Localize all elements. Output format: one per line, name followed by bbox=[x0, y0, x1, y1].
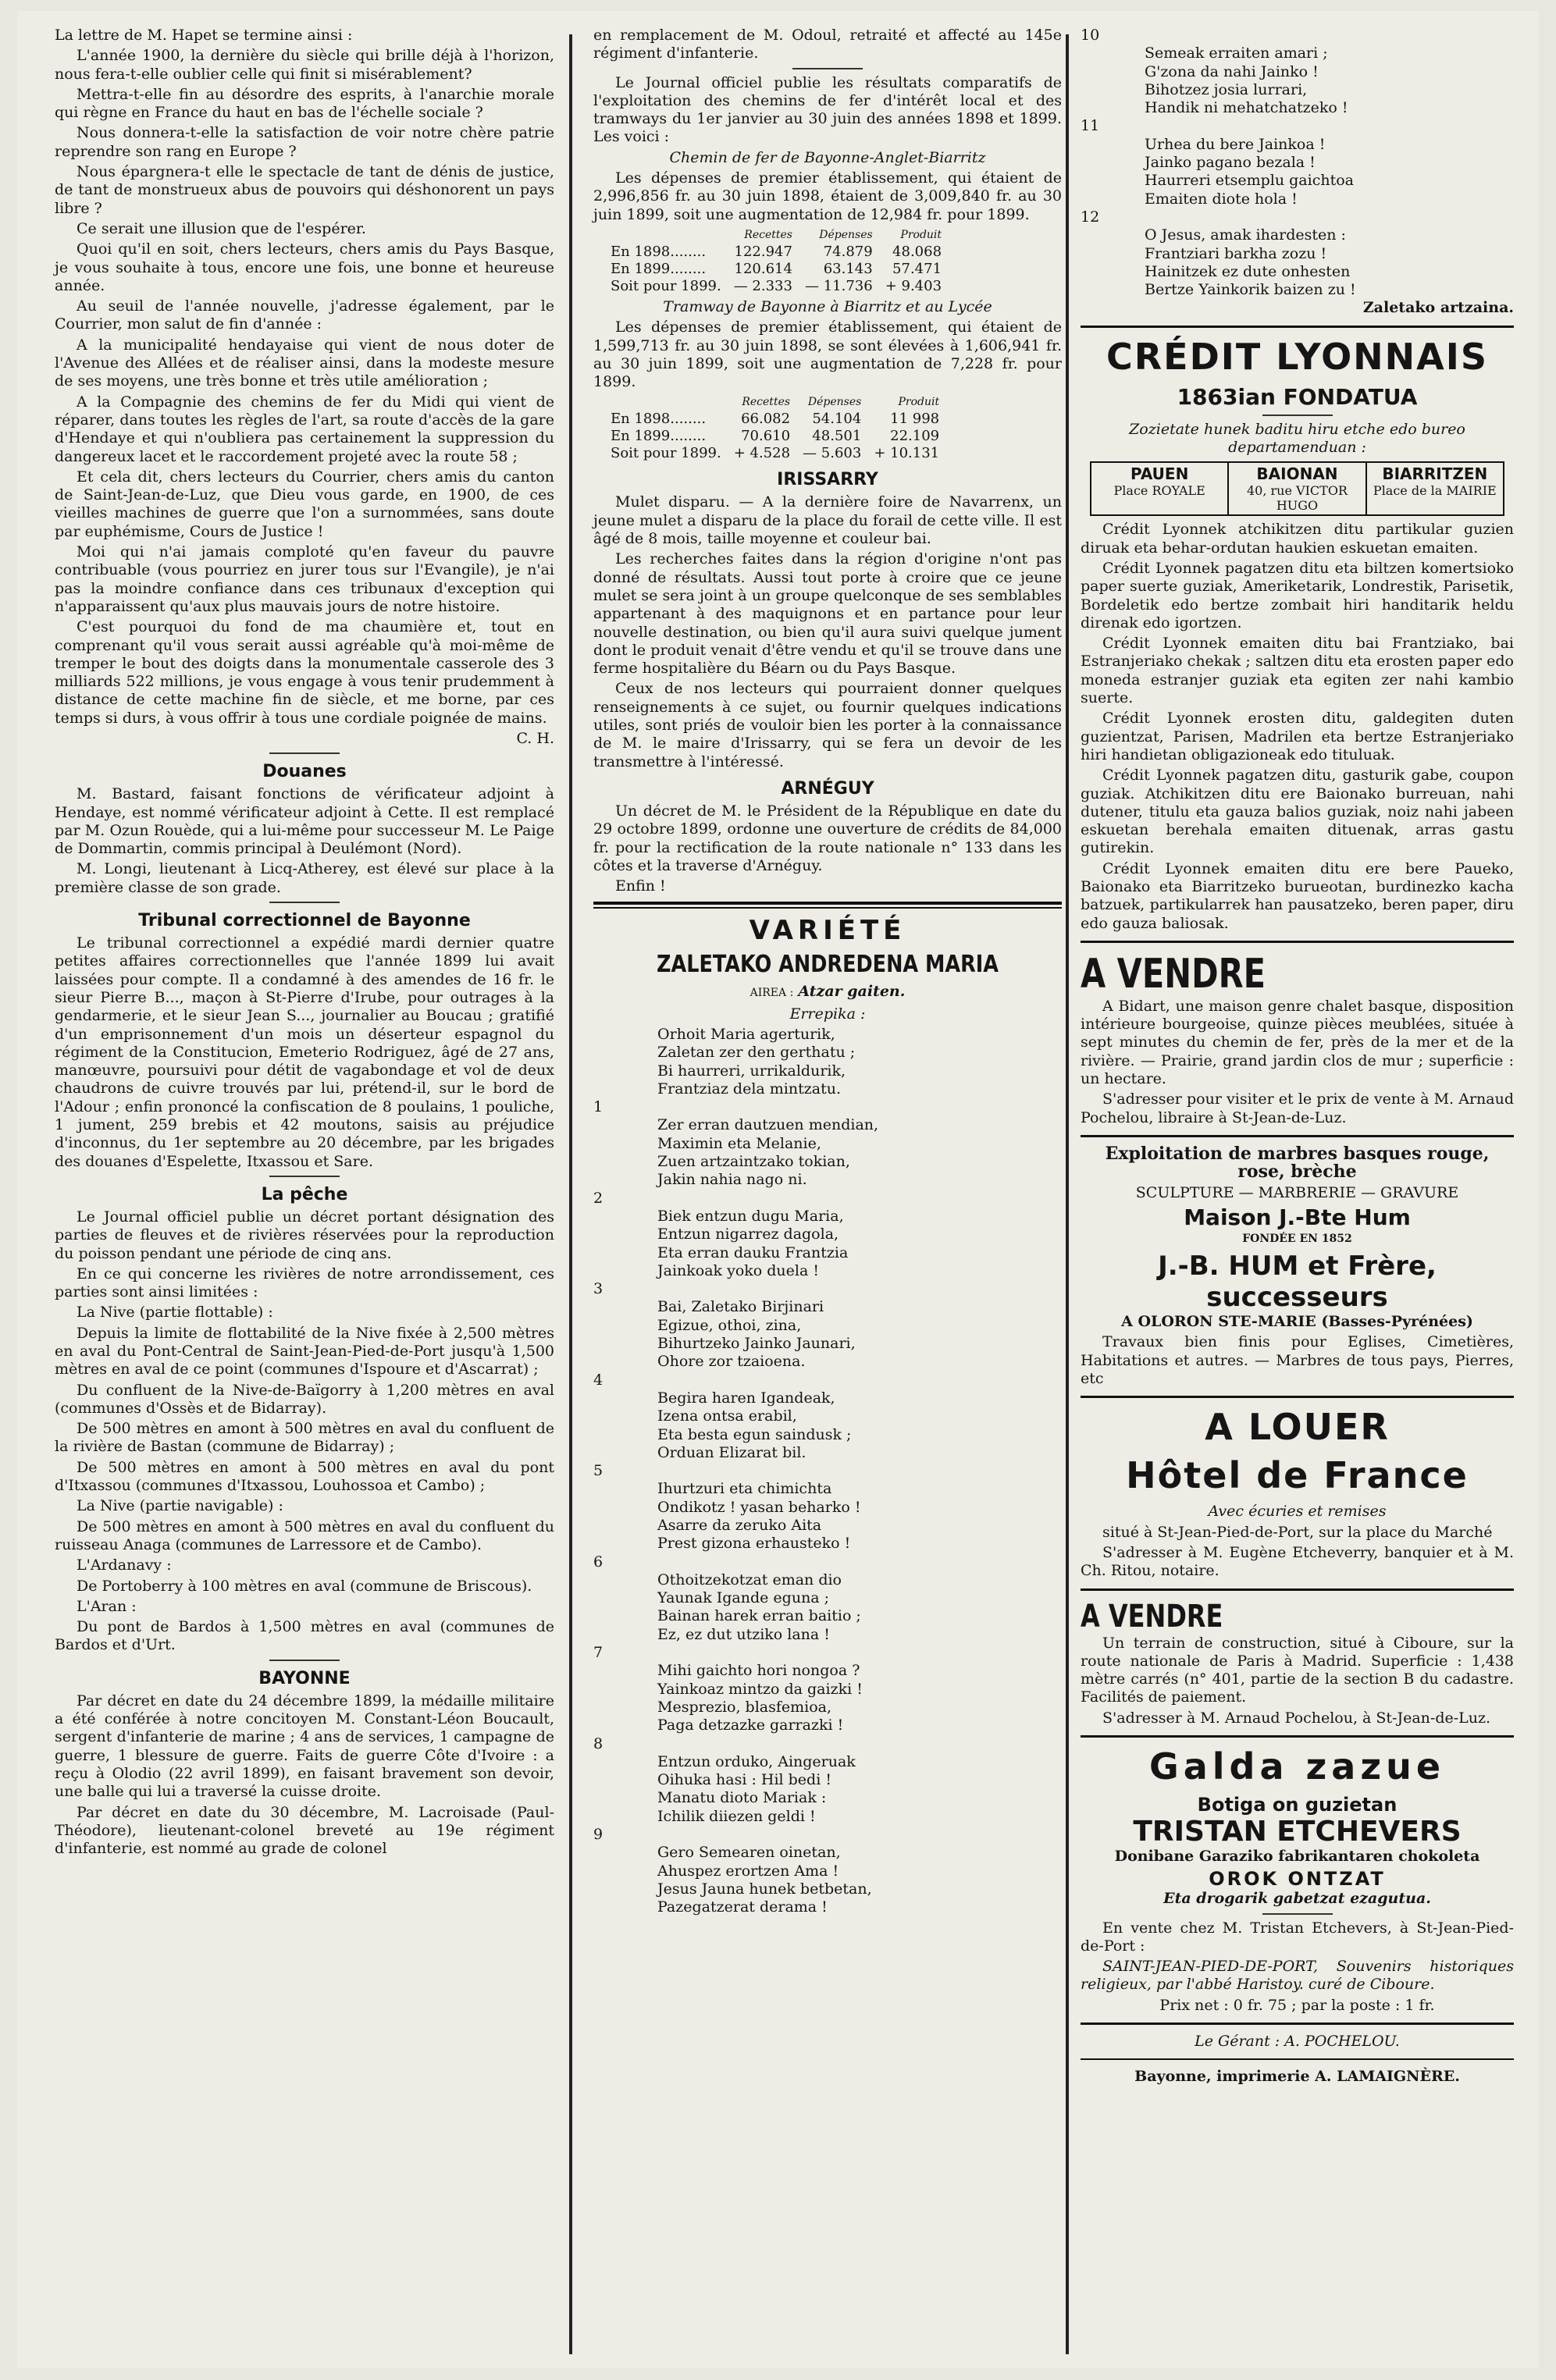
verse-line: Biek entzun dugu Maria, bbox=[657, 1207, 844, 1225]
verse-line: Ondikotz ! yasan beharko ! bbox=[657, 1498, 861, 1516]
paragraph: De 500 mètres en amont à 500 mètres en aval du confluent du ruisseau Anaga (communes de Larressore et de Cambo). bbox=[55, 1517, 554, 1553]
letter-body bbox=[55, 47, 554, 728]
ecuries: Avec écuries et remises bbox=[1208, 1503, 1387, 1521]
verse-line: Othoitzekotzat eman dio bbox=[657, 1571, 842, 1588]
paragraph: M. Bastard, faisant fonctions de vérificateur adjoint à Hendaye, est nommé vérificateur adjoint à Cette. Il est remplacé par M. Ozun Rouède, qui a lui-même pour successeur M. Le Paige de Dommartin, commis principal à Deulémont (Nord). bbox=[55, 785, 554, 858]
stanza-number: 10 bbox=[1081, 27, 1100, 44]
vente: En vente chez M. Tristan Etchevers, à St-Jean-Pied-de-Port : bbox=[1081, 1919, 1514, 1955]
irissarry-body bbox=[593, 493, 1062, 770]
paragraph: La Nive (partie navigable) : bbox=[77, 1497, 283, 1515]
verse-line: Ichilik diiezen geldi ! bbox=[657, 1807, 816, 1825]
paragraph: Au seuil de l'année nouvelle, j'adresse également, par le Courrier, mon salut de fin d'année : bbox=[55, 297, 554, 333]
song-air: Atzar gaiten. bbox=[798, 983, 906, 1001]
column-3 bbox=[1081, 27, 1514, 2089]
stanza bbox=[1081, 27, 1514, 117]
paragraph: En ce qui concerne les rivières de notre arrondissement, ces parties sont ainsi limitées : bbox=[55, 1265, 554, 1301]
rail2-table: Recettes Dépenses Produit En 1898........ 66.082 54.104 11 998 En 1899........ 70.610 48.501 22.109 Soit pour 1899. + 4.528 — 5.603 + 10.131 bbox=[611, 396, 940, 462]
verse-line: Mihi gaichto hori nongoa ? bbox=[657, 1662, 860, 1680]
verse-line: Maximin eta Melanie, bbox=[657, 1134, 821, 1152]
verse-line: Semeak erraiten amari ; bbox=[1145, 44, 1328, 62]
verse-line: Ahuspez erortzen Ama ! bbox=[657, 1862, 839, 1880]
credit-paragraph: Crédit Lyonnek pagatzen ditu, gasturik gabe, coupon guziak. Atchikitzen ditu ere Baionako burreuan, nahi dutener, titulu eta gauza balios guziak, noiz nahi jabeen eskuetan berehala emaiten dituenak, arras gastu gutirekin. bbox=[1081, 767, 1514, 857]
verse-line: Manatu dioto Mariak : bbox=[657, 1789, 827, 1807]
verse-line: Entzun nigarrez dagola, bbox=[657, 1226, 839, 1243]
stanza-number: 4 bbox=[593, 1371, 604, 1389]
heading-bayonne: BAYONNE bbox=[258, 1668, 351, 1688]
arneguy-body bbox=[593, 802, 1062, 895]
verse-line: Paga detzazke garrazki ! bbox=[657, 1717, 844, 1734]
a-louer: A LOUER bbox=[1205, 1406, 1390, 1449]
paragraph: M. Longi, lieutenant à Licq-Atherey, est élevé sur place à la première classe de son grade. bbox=[55, 860, 554, 896]
heading-douanes: Douanes bbox=[262, 762, 347, 782]
verse-line: G'zona da nahi Jainko ! bbox=[1145, 62, 1319, 80]
avendre2-text: Un terrain de construction, situé à Ciboure, sur la route nationale de Paris à Madrid. Superficie : 1,438 mètre carrés (n° 401, partie de la section B du cadastre. Facilités de paiement. bbox=[1081, 1634, 1514, 1706]
verse-line: Bainan harek erran baitio ; bbox=[657, 1607, 861, 1625]
stanza-number: 1 bbox=[593, 1098, 604, 1116]
avendre1-text: A Bidart, une maison genre chalet basque, disposition intérieure bourgeoise, quinze pièces meublées, située à sept minutes du chemin de fer, près de la mer et de la rivière. — Prairie, grand jardin clos de mur ; superficie : un hectare. bbox=[1081, 997, 1514, 1088]
verse-line: Bihurtzeko Jainko Jaunari, bbox=[657, 1335, 856, 1353]
imprimerie: Bayonne, imprimerie A. LAMAIGNÈRE. bbox=[1134, 2068, 1460, 2086]
paragraph: De Portoberry à 100 mètres en aval (commune de Briscous). bbox=[77, 1577, 532, 1595]
verse-line: Eta erran dauku Frantzia bbox=[657, 1243, 849, 1261]
paragraph: Mulet disparu. — A la dernière foire de Navarrenx, un jeune mulet a disparu de la place du forail de cette ville. Il est âgé de 8 mois, taille moyenne et couleur bai. bbox=[593, 493, 1062, 548]
paragraph: Enfin ! bbox=[615, 877, 666, 895]
continued-text: en remplacement de M. Odoul, retraité et affecté au 145e régiment d'infanterie. bbox=[593, 27, 1062, 62]
paragraph: De 500 mètres en amont à 500 mètres en aval du confluent de la rivière de Bastan (commune de Bidarray) ; bbox=[55, 1420, 554, 1456]
paragraph: Par décret en date du 30 décembre, M. Lacroisade (Paul-Théodore), lieutenant-colonel breveté au 19e régiment d'infanterie, est nommé au grade de colonel bbox=[55, 1803, 554, 1858]
paragraph: La Nive (partie flottable) : bbox=[77, 1304, 273, 1322]
stanza-number: 11 bbox=[1081, 117, 1100, 135]
verse-line: Asarre da zeruko Aita bbox=[657, 1517, 822, 1534]
column-1 bbox=[55, 27, 554, 1860]
travaux: Travaux bien finis pour Eglises, Cimetières, Habitations et autres. — Marbres de tous pays, Pierres, etc bbox=[1081, 1333, 1514, 1388]
verse-line: Begira haren Igandeak, bbox=[657, 1389, 835, 1407]
avendre2-address: S'adresser à M. Arnaud Pochelou, à St-Jean-de-Luz. bbox=[1102, 1709, 1491, 1727]
verse-line: Oihuka hasi : Hil bedi ! bbox=[657, 1771, 831, 1789]
orok-ontzat: OROK ONTZAT bbox=[1209, 1868, 1386, 1891]
paragraph: Le Journal officiel publie un décret portant désignation des parties de fleuves et de rivières réservées pour la reproduction du poisson pendant une période de cinq ans. bbox=[55, 1208, 554, 1262]
verse-line: Frantziari barkha zozu ! bbox=[1145, 244, 1327, 262]
paragraph: Mettra-t-elle fin au désordre des esprits, à l'anarchie morale qui règne en France du haut en bas de l'échelle sociale ? bbox=[55, 85, 554, 122]
paragraph: Quoi qu'il en soit, chers lecteurs, chers amis du Pays Basque, je vous souhaite à tous, encore une fois, une bonne et heureuse année. bbox=[55, 240, 554, 294]
verse-line: Ez, ez dut utziko lana ! bbox=[657, 1625, 830, 1643]
verse-line: Jesus Jauna hunek betbetan, bbox=[657, 1880, 872, 1898]
heading-peche: La pêche bbox=[261, 1184, 348, 1204]
stanza bbox=[593, 1371, 1062, 1462]
newspaper-page bbox=[17, 11, 1539, 2368]
stanza-number: 9 bbox=[593, 1826, 604, 1844]
paragraph: C'est pourquoi du fond de ma chaumière et, tout en comprenant qu'il vous serait aussi agréable qu'à moi-même de tremper le bout des doigts dans la monumentale casserole des 3 milliards 522 millions, je vous engage à vous tenir prudemment à distance de cette machine fin de siècle, et me borne, par ces temps si durs, à vous offrir à tous une cordiale poignée de mains. bbox=[55, 618, 554, 727]
credit-paragraph: Crédit Lyonnek emaiten ditu bai Frantziako, bai Estranjeriako chekak ; saltzen ditu eta erosten paper edo moneda estranjer guziak eta egiten zer nahi kambio suerte. bbox=[1081, 635, 1514, 707]
hotel-de-france: Hôtel de France bbox=[1126, 1454, 1469, 1497]
rail1-title: Chemin de fer de Bayonne-Anglet-Biarritz bbox=[669, 148, 986, 166]
oloron: A OLORON STE-MARIE (Basses-Pyrénées) bbox=[1121, 1313, 1473, 1331]
verse-line: Jainkoak yoko duela ! bbox=[657, 1261, 819, 1279]
avendre1-address: S'adresser pour visiter et le prix de vente à M. Arnaud Pochelou, libraire à St-Jean-de-Luz. bbox=[1081, 1090, 1514, 1126]
verse-line: Prest gizona erhausteko ! bbox=[657, 1535, 851, 1553]
douanes-body bbox=[55, 785, 554, 897]
bayonne-body bbox=[55, 1692, 554, 1859]
verse-line: Izena ontsa erabil, bbox=[657, 1407, 797, 1425]
refrain bbox=[593, 1026, 1062, 1098]
paragraph: L'Ardanavy : bbox=[77, 1556, 172, 1574]
stanza bbox=[1081, 117, 1514, 208]
verse-line: Zer erran dautzuen mendian, bbox=[657, 1116, 879, 1134]
paragraph: Les recherches faites dans la région d'origine n'ont pas donné de résultats. Aussi tout porte à croire que ce jeune mulet se sera joint à un groupe quelconque de ses semblables appartenant à des maquignons et en partance pour leur nouvelle destination, ou bien qu'il aura suivi quelque jument dont le produit venait d'être vendu et qu'il se trouve dans une ferme hospitalière du Béarn ou du Pays Basque. bbox=[593, 550, 1062, 678]
paragraph: Depuis la limite de flottabilité de la Nive fixée à 2,500 mètres en aval du Pont-Central de Saint-Jean-Pied-de-Port jusqu'à 1,500 mètres en aval de ce point (communes d'Ispoure et d'Ascarrat) ; bbox=[55, 1324, 554, 1379]
stanza-number: 5 bbox=[593, 1462, 604, 1480]
fondee: FONDÉE EN 1852 bbox=[1242, 1232, 1352, 1245]
doniban: Donibane Garaziko fabrikantaren chokoleta bbox=[1114, 1848, 1480, 1865]
heading-irissarry: IRISSARRY bbox=[777, 470, 878, 490]
paragraph: Frantziaz dela mintzatu. bbox=[657, 1080, 841, 1098]
verse-line: Hainitzek ez dute onhesten bbox=[1145, 262, 1351, 280]
credit-paragraph: Crédit Lyonnek atchikitzen ditu partikular guzien diruak eta behar-ordutan haukien eskuetan emaiten. bbox=[1081, 521, 1514, 557]
paragraph: Zaletan zer den gerthatu ; bbox=[657, 1044, 856, 1062]
maison-hum: Maison J.-Bte Hum bbox=[1184, 1204, 1411, 1230]
credit-paragraph: Crédit Lyonnek pagatzen ditu eta biltzen komertsioko paper suerte guziak, Ameriketarik, Londrestik, Parisetik, Bordeletik edo bertze zombait hiri handitarik heldu direnak edo igortzen. bbox=[1081, 559, 1514, 631]
paragraph: Par décret en date du 24 décembre 1899, la médaille militaire a été conférée à notre concitoyen M. Constant-Léon Boucault, sergent d'infanterie de marine ; 4 ans de services, 1 campagne de guerre, 1 blessure de guerre. Faits de guerre Côte d'Ivoire : a reçu à Olodio (22 avril 1899), en faisant bravement son devoir, une balle qui lui a traversé la cuisse droite. bbox=[55, 1692, 554, 1801]
paragraph: Ce serait une illusion que de l'espérer. bbox=[77, 219, 366, 237]
paragraph: Un décret de M. le Président de la République en date du 29 octobre 1899, ordonne une ouverture de crédits de 84,000 fr. pour la rectification de la route nationale n° 133 dans les côtes et la traverse d'Arnéguy. bbox=[593, 802, 1062, 874]
heading-tribunal: Tribunal correctionnel de Bayonne bbox=[138, 911, 471, 931]
paragraph: Du confluent de la Nive-de-Baïgorry à 1,200 mètres en aval (communes d'Ossès et de Bidarray). bbox=[55, 1381, 554, 1417]
paragraph: Moi qui n'ai jamais comploté qu'en faveur du pauvre contribuable (vous pourriez en jurer tous sur l'Evangile), je n'ai pas la moindre confiance dans ces tribunaux d'exception qui n'apparaissent qu'aux plus mauvais jours de notre histoire. bbox=[55, 543, 554, 615]
jo-intro: Le Journal officiel publie les résultats comparatifs de l'exploitation des chemins de fer d'intérêt local et des tramways du 1er janvier au 30 juin des années 1898 et 1899. Les voici : bbox=[593, 73, 1062, 146]
stanza-number: 6 bbox=[593, 1553, 604, 1571]
song-title: ZALETAKO ANDREDENA MARIA bbox=[656, 951, 999, 979]
verse-line: Ihurtzuri eta chimichta bbox=[657, 1480, 832, 1498]
marbres-title: Exploitation de marbres basques rouge, rose, brèche bbox=[1105, 1143, 1490, 1183]
stanza bbox=[593, 1735, 1062, 1826]
verse-line: Gero Semearen oinetan, bbox=[657, 1844, 841, 1862]
verse-line: Haurreri etsemplu gaichtoa bbox=[1145, 172, 1354, 190]
peche-body bbox=[55, 1208, 554, 1655]
paragraph: Ceux de nos lecteurs qui pourraient donner quelques renseignements à ce sujet, ou fournir quelques indications utiles, sont priés de vouloir bien les porter à la connaissance de M. le maire d'Irissarry, qui se fera un devoir de les transmettre à l'intéressé. bbox=[593, 680, 1062, 770]
heading-arneguy: ARNÉGUY bbox=[781, 778, 874, 799]
galda-zazue: Galda zazue bbox=[1148, 1745, 1446, 1788]
paragraph: Du pont de Bardos à 1,500 mètres en aval (communes de Bardos et d'Urt. bbox=[55, 1618, 554, 1654]
stanza-number: 2 bbox=[593, 1189, 604, 1207]
letter-signature: C. H. bbox=[516, 729, 554, 747]
credit-paragraph: Crédit Lyonnek erosten ditu, galdegiten duten guzientzat, Parisen, Madrilen eta bertze Estranjeriako hiri handietan obligazioneak edo tituluak. bbox=[1081, 710, 1514, 763]
paragraph: A la municipalité hendayaise qui vient de nous doter de l'Avenue des Allées et de réaliser ainsi, dans la modeste mesure de ses moyens, une très bonne et très utile amélioration ; bbox=[55, 336, 554, 390]
verse-line: Emaiten diote hola ! bbox=[1145, 190, 1298, 208]
paragraph: L'année 1900, la dernière du siècle qui brille déjà à l'horizon, nous fera-t-elle oublier celle qui finit si misérablement? bbox=[55, 47, 554, 83]
stanza bbox=[593, 1553, 1062, 1644]
stanza-number: 8 bbox=[593, 1734, 604, 1752]
verse-line: Ohore zor tzaioena. bbox=[657, 1353, 806, 1371]
credit-subtitle: Zozietate hunek baditu hiru etche edo bureo departamenduan : bbox=[1129, 420, 1465, 457]
stanza bbox=[593, 1462, 1062, 1553]
stanza bbox=[1081, 208, 1514, 299]
refrain-label: Errepika : bbox=[789, 1005, 866, 1023]
verse-line: Orduan Elizarat bil. bbox=[657, 1443, 806, 1461]
column-rule bbox=[1066, 34, 1069, 2354]
paragraph: Nous épargnera-t elle le spectacle de tant de dénis de justice, de tant de monstrueux abus de pouvoirs qui déshonorent un pays libre ? bbox=[55, 163, 554, 217]
rail1-table: Recettes Dépenses Produit En 1898........ 122.947 74.879 48.068 En 1899........ 120.614 63.143 57.471 Soit pour 1899. — 2.333 — 11.736 + 9.403 bbox=[611, 228, 942, 294]
verse-line: Jainko pagano bezala ! bbox=[1145, 154, 1316, 172]
stanza bbox=[593, 1644, 1062, 1734]
book: SAINT-JEAN-PIED-DE-PORT, Souvenirs historiques religieux, par l'abbé Haristoy. curé de Ciboure. bbox=[1081, 1958, 1514, 1994]
hum-successeurs: J.-B. HUM et Frère, successeurs bbox=[1158, 1250, 1437, 1314]
credit-paragraph: Crédit Lyonnek emaiten ditu ere bere Paueko, Baionako eta Biarritzeko burueotan, burdinezko kacha batzuek, partikularrek han pausatzeko, beren paper, diru edo gauza baliosak. bbox=[1081, 859, 1514, 932]
letter-intro: La lettre de M. Hapet se termine ainsi : bbox=[55, 27, 353, 44]
avendre2-heading: A VENDRE bbox=[1081, 1598, 1223, 1635]
rail2-text: Les dépenses de premier établissement, qui étaient de 1,599,713 fr. au 30 juin 1898, se sont élevées à 1,606,941 fr. au 30 juin 1899, soit une augmentation de 7,228 fr. pour 1899. bbox=[593, 318, 1062, 391]
song-signature: Zaletako artzaina. bbox=[1362, 299, 1514, 317]
verse-line: Mesprezio, blasfemioa, bbox=[657, 1698, 832, 1716]
tristan: TRISTAN ETCHEVERS bbox=[1133, 1816, 1462, 1848]
paragraph: A la Compagnie des chemins de fer du Midi qui vient de réparer, dans toutes les règles de l'art, sa route d'accès de la gare d'Hendaye et qui n'oubliera pas certainement la suppression du dangereux lacet et le raccordement projeté avec la route 58 ; bbox=[55, 393, 554, 465]
verse-line: Entzun orduko, Aingeruak bbox=[657, 1752, 856, 1770]
stanza bbox=[593, 1826, 1062, 1916]
paragraph: Nous donnera-t-elle la satisfaction de voir notre chère patrie reprendre son rang en Europe ? bbox=[55, 124, 554, 160]
verse-line: O Jesus, amak ihardesten : bbox=[1145, 226, 1346, 244]
variete-title: VARIÉTÉ bbox=[749, 915, 906, 947]
rail2-title: Tramway de Bayonne à Biarritz et au Lycée bbox=[663, 297, 992, 315]
credit-title: CRÉDIT LYONNAIS bbox=[1106, 335, 1489, 378]
avendre1-heading: A VENDRE bbox=[1081, 950, 1266, 998]
credit-founded: 1863ian FONDATUA bbox=[1177, 383, 1418, 410]
paragraph: Orhoit Maria agerturik, bbox=[657, 1025, 835, 1043]
verse-line: Eta besta egun saindusk ; bbox=[657, 1425, 852, 1443]
stanza bbox=[593, 1280, 1062, 1371]
prix: Prix net : 0 fr. 75 ; par la poste : 1 fr. bbox=[1159, 1996, 1435, 2014]
verse-line: Bai, Zaletako Birjinari bbox=[657, 1298, 824, 1316]
verse-line: Bertze Yainkorik baizen zu ! bbox=[1145, 281, 1356, 299]
stanza-number: 12 bbox=[1081, 208, 1100, 226]
column-rule bbox=[569, 34, 572, 2354]
paragraph: De 500 mètres en amont à 500 mètres en aval du pont d'Itxassou (communes d'Itxassou, Louhossoa et Cambo) ; bbox=[55, 1458, 554, 1495]
verse-line: Handik ni mehatchatzeko ! bbox=[1145, 99, 1348, 117]
botiga: Botiga on guzietan bbox=[1197, 1794, 1398, 1816]
stanza bbox=[593, 1190, 1062, 1280]
verse-line: Urhea du bere Jainkoa ! bbox=[1145, 135, 1326, 153]
tribunal-body: Le tribunal correctionnel a expédié mardi dernier quatre petites affaires correctionnelles que l'année 1899 lui avait laissées pour compte. Il a condamné à des amendes de 16 fr. le sieur Pierre B..., maçon à St-Pierre d'Irube, pour outrages à la gendarmerie, et le sieur Jean S..., journalier au Boucau ; gratifié d'un emprisonnement d'un mois un déserteur espagnol du régiment de la Constitucion, Emeterio Rodriguez, âgé de 27 ans, manœuvre, poursuivi pour détit de vagabondage et vol de deux chaudrons de cuivre trouvés par lui, prétend-il, sur le bord de l'Adour ; enfin prononcé la confiscation de 8 poulains, 1 pouliche, 1 jument, 259 brebis et 42 moutons, saisis au préjudice d'inconnus, du 1er septembre au 20 décembre, par les brigades des douanes d'Espelette, Itxassou et Sare. bbox=[55, 934, 554, 1170]
credit-lines bbox=[1081, 521, 1514, 933]
stanza-number: 3 bbox=[593, 1280, 604, 1298]
hotel-text: situé à St-Jean-Pied-de-Port, sur la place du Marché bbox=[1102, 1523, 1493, 1541]
droga: Eta drogarik gabetzat ezagutua. bbox=[1163, 1890, 1431, 1908]
column-2: en remplacement de M. Odoul, retraité et affecté au 145e régiment d'infanterie. Le Journal officiel publie les résultats comparatifs de l'exploitation des chemins de fer d'intérêt local et des tramways du 1er janvier au 30 juin des années 1898 et 1899. Les voici : Chemin de fer de Bayonne-Anglet-Biarritz Les dépenses de premier établissement, qui étaient de 2,996,856 fr. au 30 juin 1898, étaient de 3,009,840 fr. au 30 juin 1899, soit une augmentation de 12,984 fr. pour 1899. Recettes Dépenses Produit En 1898........ 122.947 74.879 48.068 En 1899........ 120.614 63.143 57.471 Soit pour 1899. — 2.333 — 11.736 + 9.403 Tramway de Bayonne à Biarritz et au Lycée Les dépenses de premier établissement, qui étaient de 1,599,713 fr. au 30 juin 1898, se sont élevées à 1,606,941 fr. au 30 juin 1899, soit une augmentation de 7,228 fr. pour 1899. Recettes Dépenses Produit En 1898........ 66.082 54.104 11 998 En 1899........ 70.610 48.501 22.109 Soit pour 1899. + 4.528 — 5.603 + 10.131 IRISSARRY Mulet disparu. — A la dernière foire de Navarrenx, un jeune mulet a disparu de la place du forail de cette ville. Il est âgé de 8 mois, taille moyenne et couleur bai. Les recherches faites dans la région d'origine n'ont pas donné de résultats. Aussi tout porte à croire que ce jeune mulet se sera joint à un groupe quelconque de ses semblables appartenant à des maquignons et en partance pour leur nouvelle destination, ou bien qu'il aura suivi quelque jument dont le produit venait d'être vendu et qu'il se trouve dans une ferme hospitalière du Béarn ou du Pays Basque. Ceux de nos lecteurs qui pourraient donner quelques renseignements à ce sujet, ou fournir quelques indications utiles, sont priés de vouloir bien les porter à la connaissance de M. le maire d'Irissarry, qui se fera un devoir de les transmettre à l'intéressé. ARNÉGUY Un décret de M. le Président de la République en date du 29 octobre 1899, ordonne une ouverture de crédits de 84,000 fr. pour la rectification de la route nationale n° 133 dans les côtes et la traverse d'Arnéguy. Enfin ! VARIÉTÉ ZALETAKO ANDREDENA MARIA AIREA : Atzar gaiten. Errepika : Orhoit Maria agerturik, Zaletan zer den gerthatu ; Bi haurreri, urrikaldurik, Frantziaz dela mintzatu. 1 Zer erran dautzuen mendian, Maximin eta Melanie, Zuen artzaintzako tokian, Jakin nahia nago ni. 2 Biek entzun dugu Maria, Entzun nigarrez dagola, Eta erran dauku Frantzia Jainkoak yoko duela ! 3 Bai, Zaletako Birjinari Egizue, othoi, zina, Bihurtzeko Jainko Jaunari, Ohore zor tzaioena. 4 Begira haren Igandeak, Izena ontsa erabil, Eta besta egun saindusk ; Orduan Elizarat bil. 5 Ihurtzuri eta chimichta Ondikotz ! yasan beharko ! Asarre da zeruko Aita Prest gizona erhausteko ! 6 Othoitzekotzat eman dio Yaunak Igande eguna ; Bainan harek erran baitio ; Ez, ez dut utziko lana ! 7 Mihi gaichto hori nongoa ? Yainkoaz mintzo da gaizki ! Mesprezio, blasfemioa, Paga detzazke garrazki ! 8 Entzun orduko, Aingeruak Oihuka hasi : Hil bedi ! Manatu dioto Mariak : Ichilik diiezen geldi ! 9 Gero Semearen oinetan, Ahuspez erortzen Ama ! Jesus Jauna hunek betbetan, Pazegatzerat derama ! bbox=[593, 27, 1062, 1916]
stanza bbox=[593, 1098, 1062, 1189]
gerant: Le Gérant : A. POCHELOU. bbox=[1195, 2033, 1400, 2051]
rail1-text: Les dépenses de premier établissement, qui étaient de 2,996,856 fr. au 30 juin 1898, étaient de 3,009,840 fr. au 30 juin 1899, soit une augmentation de 12,984 fr. pour 1899. bbox=[593, 169, 1062, 223]
paragraph: Bi haurreri, urrikaldurik, bbox=[657, 1062, 846, 1080]
verse-line: Zuen artzaintzako tokian, bbox=[657, 1153, 850, 1171]
stanza-number: 7 bbox=[593, 1644, 604, 1662]
hotel-address: S'adresser à M. Eugène Etcheverry, banquier et à M. Ch. Ritou, notaire. bbox=[1081, 1543, 1514, 1580]
verse-line: Pazegatzerat derama ! bbox=[657, 1898, 828, 1916]
paragraph: Et cela dit, chers lecteurs du Courrier, chers amis du canton de Saint-Jean-de-Luz, que Dieu vous garde, en 1900, de ces vieilles machines de guerre que l'on a surnommées, sans doute par euphémisme, Cours de Justice ! bbox=[55, 468, 554, 540]
verse-line: Egizue, othoi, zina, bbox=[657, 1316, 802, 1334]
verse-line: Jakin nahia nago ni. bbox=[657, 1171, 807, 1189]
agency-table: PAUEN Place ROYALE BAIONAN 40, rue VICTOR HUGO BIARRITZEN Place de la MAIRIE bbox=[1090, 461, 1504, 516]
song-stanzas-cont bbox=[1081, 27, 1514, 299]
verse-line: Yaunak Igande eguna ; bbox=[657, 1589, 830, 1607]
paragraph: L'Aran : bbox=[77, 1597, 137, 1615]
verse-line: Bihotzez josia lurrari, bbox=[1145, 80, 1308, 98]
verse-line: Yainkoaz mintzo da gaizki ! bbox=[657, 1680, 863, 1698]
song-stanzas bbox=[593, 1098, 1062, 1916]
sculpture-line: SCULPTURE — MARBRERIE — GRAVURE bbox=[1135, 1183, 1459, 1201]
